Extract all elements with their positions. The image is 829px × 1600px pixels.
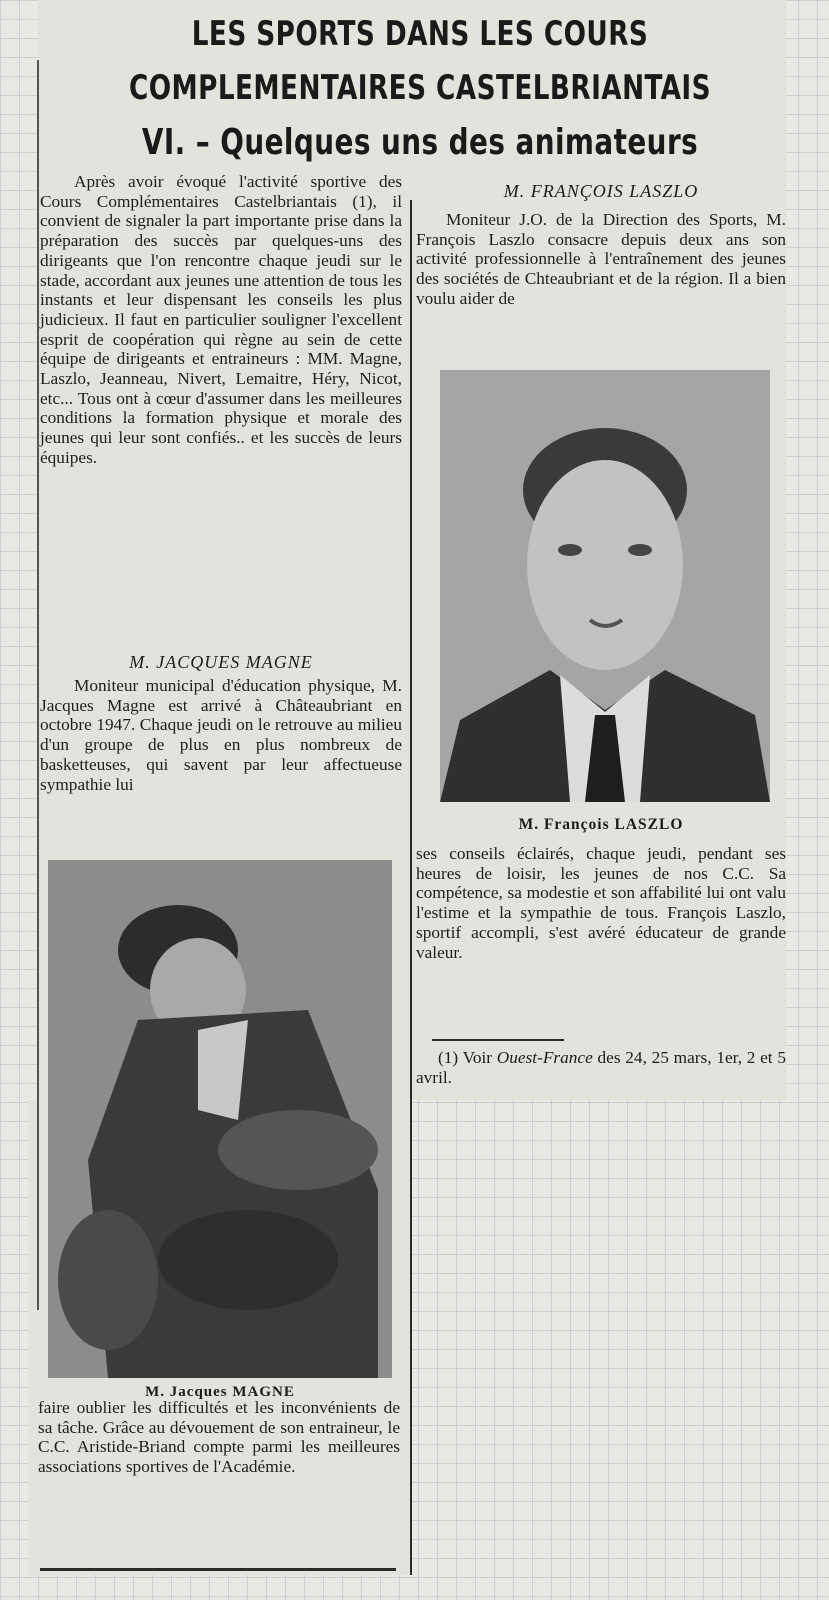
- intro-paragraph: Après avoir évoqué l'activité sportive des Cours Complémentaires Castelbriantais (1), il convient de signaler la part importante prise dans la préparation des succès par quelques-uns des dirigeants que l'on rencontre chaque jeudi sur le stade, accordant aux jeunes une attention de tous les instants et leur dispensant les conseils les plus judicieux. Il faut en particulier souligner l'excellent esprit de coopération qui règne au sein de cette équipe de dirigeants et entraineurs : MM. Magne, Laszlo, Jeanneau, Nivert, Lemaitre, Héry, Nicot, etc... Tous ont à cœur d'assumer dans les meilleures conditions la formation physique et morale des jeunes qui leur sont confiés.. et les succès de leurs équipes.: [40, 172, 402, 467]
- bottom-rule: [40, 1568, 396, 1571]
- magne-heading: M. JACQUES MAGNE: [129, 652, 313, 672]
- left-border-rule: [37, 60, 39, 1310]
- headline-line-3: VI. – Quelques uns des animateurs: [141, 122, 699, 163]
- footnote: [416, 1048, 786, 1087]
- footnote-rule: [432, 1039, 564, 1041]
- laszlo-photo-caption: M. François LASZLO: [518, 816, 684, 833]
- magne-photo-caption: M. Jacques MAGNE: [145, 1384, 295, 1400]
- magne-paragraph-1: Moniteur municipal d'éducation physique, M. Jacques Magne est arrivé à Châteaubriant en octobre 1947. Chaque jeudi on le retrouve au milieu d'un groupe de plus en plus nombreux de basketteuses, qui savent par leur affectueuse sympathie lui: [40, 676, 402, 794]
- footnote-prefix: (1) Voir: [438, 1048, 497, 1067]
- footnote-source: Ouest-France: [496, 1048, 593, 1067]
- magne-paragraph-2: faire oublier les difficultés et les inconvénients de sa tâche. Grâce au dévouement de son entraineur, le C.C. Aristide-Briand compte parmi les meilleures associations sportives de l'Académie.: [38, 1398, 400, 1477]
- laszlo-photo: [440, 370, 770, 802]
- laszlo-paragraph-2: ses conseils éclairés, chaque jeudi, pendant ses heures de loisir, les jeunes de nos C.C. Sa compétence, sa modestie et son affabilité lui ont valu l'estime et la sympathie de tous. François Laszlo, sportif accompli, s'est avéré éducateur de grande valeur.: [416, 844, 786, 962]
- column-divider: [410, 200, 412, 1575]
- magne-photo-image: [48, 860, 392, 1378]
- headline-line-2: COMPLEMENTAIRES CASTELBRIANTAIS: [128, 68, 712, 108]
- laszlo-heading: M. FRANÇOIS LASZLO: [503, 181, 699, 201]
- magne-photo: [48, 860, 392, 1378]
- laszlo-photo-image: [440, 370, 770, 802]
- laszlo-paragraph-1: Moniteur J.O. de la Direction des Sports, M. François Laszlo consacre depuis deux ans son activité professionnelle à l'entraînement des jeunes des sociétés de Chteaubriant et de la région. Il a bien voulu aider de: [416, 210, 786, 308]
- headline-line-1: LES SPORTS DANS LES COURS: [191, 14, 649, 54]
- footnote-suffix: des 24, 25 mars, 1er, 2 et 5 avril.: [416, 1048, 786, 1087]
